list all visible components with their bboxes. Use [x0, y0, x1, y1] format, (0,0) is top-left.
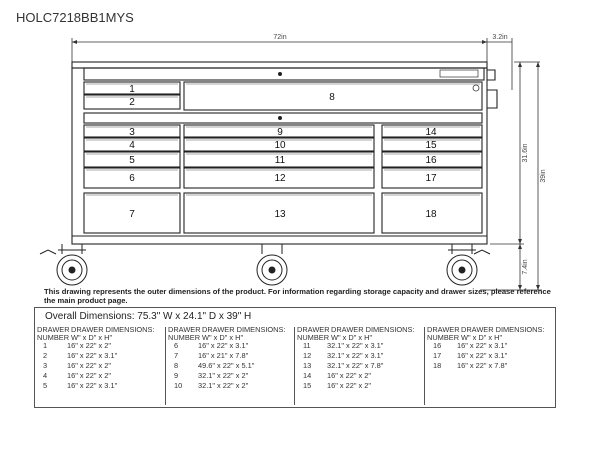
header-number: NUMBER [297, 332, 330, 342]
total-height-label: 39in [540, 169, 547, 183]
drawer-number: 5 [43, 381, 48, 390]
drawer-dimensions: 16" x 22" x 2" [327, 381, 372, 390]
drawer-label-9: 9 [277, 127, 283, 138]
drawer-dimensions: 16" x 22" x 3.1" [457, 351, 508, 360]
drawer-number: 11 [303, 341, 311, 350]
lock-icon [278, 116, 282, 120]
table-row [168, 351, 286, 361]
drawer-label-17: 17 [425, 173, 437, 184]
header-drawer: DRAWER [297, 325, 330, 334]
drawer-dimensions: 16" x 22" x 3.1" [67, 381, 118, 390]
drawer-number: 7 [174, 351, 179, 360]
caster-height-label: 7.4in [522, 259, 529, 275]
table-row [297, 381, 415, 391]
drawer-dimensions: 16" x 22" x 2" [67, 341, 112, 350]
table-row [37, 361, 155, 371]
drawer-label-12: 12 [274, 173, 286, 184]
drawer-dimensions: 16" x 22" x 3.1" [457, 341, 508, 350]
drawer-label-8: 8 [329, 92, 335, 103]
drawer-label-4: 4 [129, 140, 135, 151]
drawer-label-15: 15 [425, 140, 437, 151]
table-row [297, 361, 415, 371]
table-row [168, 361, 286, 371]
lid-panel [84, 68, 484, 80]
drawer-number: 17 [433, 351, 442, 360]
header-dimensions: DRAWER DIMENSIONS: [461, 325, 545, 334]
drawer-label-7: 7 [129, 209, 135, 220]
drawer-label-18: 18 [425, 209, 437, 220]
drawer-dimensions: 16" x 22" x 2" [67, 361, 112, 370]
lock-icon [278, 72, 282, 76]
table-row [297, 341, 415, 351]
cabinet-top [72, 62, 487, 68]
table-column-4 [427, 326, 545, 371]
product-code: HOLC7218BB1MYS [16, 10, 134, 25]
table-header [427, 326, 545, 341]
cabinet-height-label: 31.6in [522, 143, 529, 163]
table-header [297, 326, 415, 341]
drawer-label-11: 11 [274, 155, 286, 166]
header-units: W" x D" x H" [461, 332, 503, 342]
table-row [37, 381, 155, 391]
drawer-number: 14 [303, 371, 312, 380]
header-units: W" x D" x H" [331, 332, 373, 342]
drawer-label-6: 6 [129, 173, 135, 184]
table-row [427, 341, 545, 351]
drawer-number: 10 [174, 381, 183, 390]
drawer-dimensions: 16" x 22" x 3.1" [67, 351, 118, 360]
drawer-dimensions: 16" x 22" x 7.8" [457, 361, 508, 370]
table-row [168, 341, 286, 351]
drawer-number: 6 [174, 341, 179, 350]
drawer-dimensions: 16" x 22" x 2" [67, 371, 112, 380]
table-row [427, 351, 545, 361]
brand-logo [440, 70, 478, 77]
width-label: 72in [273, 34, 287, 41]
table-row [168, 381, 286, 391]
drawer-dimensions: 49.6" x 22" x 5.1" [198, 361, 255, 370]
header-dimensions: DRAWER DIMENSIONS: [71, 325, 155, 334]
table-row [37, 351, 155, 361]
caster-wheel-left [40, 244, 87, 285]
table-column-2 [168, 326, 286, 391]
table-row [427, 361, 545, 371]
drawer-dimensions: 32.1" x 22" x 2" [198, 381, 249, 390]
header-dimensions: DRAWER DIMENSIONS: [202, 325, 286, 334]
drawer-label-5: 5 [129, 155, 135, 166]
drawer-number: 8 [174, 361, 179, 370]
table-header [37, 326, 155, 341]
drawer-dimensions: 32.1" x 22" x 2" [198, 371, 249, 380]
header-number: NUMBER [37, 332, 70, 342]
drawer-dimensions: 32.1" x 22" x 7.8" [327, 361, 384, 370]
drawer-label-10: 10 [274, 140, 286, 151]
drawer-number: 4 [43, 371, 48, 380]
header-drawer: DRAWER [37, 325, 70, 334]
column-divider [294, 327, 295, 405]
drawer-dimensions: 16" x 22" x 2" [327, 371, 372, 380]
drawer-number: 1 [43, 341, 48, 350]
drawer-dimensions: 16" x 22" x 3.1" [198, 341, 249, 350]
column-divider [424, 327, 425, 405]
column-divider [165, 327, 166, 405]
table-column-3 [297, 326, 415, 391]
drawer-dimensions-table [34, 307, 556, 408]
drawer-number: 12 [303, 351, 312, 360]
caster-wheel-center [257, 244, 287, 285]
drawer-number: 15 [303, 381, 312, 390]
table-row [168, 371, 286, 381]
drawer-label-2: 2 [129, 97, 135, 108]
header-drawer: DRAWER [168, 325, 201, 334]
table-row [297, 351, 415, 361]
table-row [297, 371, 415, 381]
side-handle [487, 70, 497, 108]
drawer-label-16: 16 [425, 155, 437, 166]
caster-wheel-right [447, 244, 490, 285]
drawer-label-14: 14 [425, 127, 437, 138]
header-units: W" x D" x H" [71, 332, 113, 342]
drawer-number: 18 [433, 361, 442, 370]
table-row [37, 341, 155, 351]
header-number: NUMBER [427, 332, 460, 342]
overall-dimensions: Overall Dimensions: 75.3" W x 24.1" D x 39" H [45, 311, 252, 322]
drawer-label-3: 3 [129, 127, 135, 138]
drawing-note: This drawing represents the outer dimensions of the product. For information regarding storage capacity and drawer sizes, please reference the main product page. [44, 287, 551, 305]
drawer-number: 16 [433, 341, 442, 350]
header-dimensions: DRAWER DIMENSIONS: [331, 325, 415, 334]
drawer-number: 2 [43, 351, 48, 360]
header-number: NUMBER [168, 332, 201, 342]
header-units: W" x D" x H" [202, 332, 244, 342]
table-row [37, 371, 155, 381]
drawer-number: 9 [174, 371, 179, 380]
drawer-dimensions: 32.1" x 22" x 3.1" [327, 351, 384, 360]
table-header [168, 326, 286, 341]
drawer-dimensions: 16" x 21" x 7.8" [198, 351, 249, 360]
drawer-label-1: 1 [129, 84, 135, 95]
drawer-number: 3 [43, 361, 48, 370]
header-drawer: DRAWER [427, 325, 460, 334]
drawer-label-13: 13 [274, 209, 286, 220]
drawer-number: 13 [303, 361, 312, 370]
depth-label: 3.2in [492, 34, 508, 41]
table-column-1 [37, 326, 155, 391]
drawer-dimensions: 32.1" x 22" x 3.1" [327, 341, 384, 350]
